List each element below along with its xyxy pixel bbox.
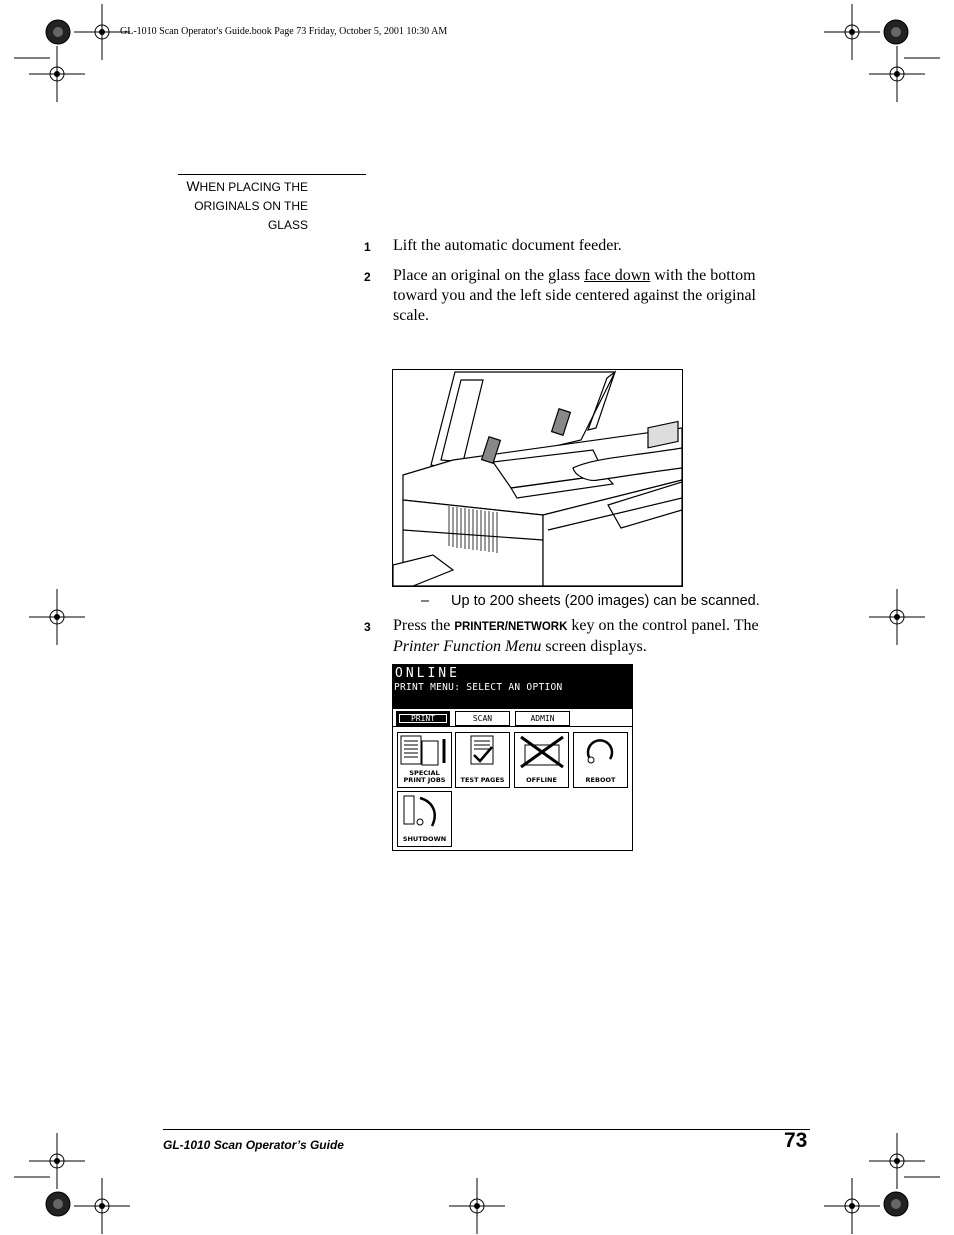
tab-admin[interactable]: ADMIN [515,711,570,726]
tab-scan[interactable]: SCAN [455,711,510,726]
side-heading-line3: GLASS [267,218,308,232]
reboot-icon [574,733,627,769]
documents-icon [398,733,451,769]
shutdown-icon [398,792,451,830]
footer-title: GL-1010 Scan Operator’s Guide [163,1138,344,1152]
menu-instruction: PRINT MENU: SELECT AN OPTION [394,682,563,693]
reboot-button[interactable]: REBOOT [573,732,628,788]
panel-tabs [393,709,632,727]
shutdown-button[interactable]: SHUTDOWN [397,791,452,847]
footer-rule [163,1129,810,1130]
note-text: Up to 200 sheets (200 images) can be scanned. [451,593,760,609]
note-dash: – [421,593,430,609]
offline-button[interactable]: OFFLINE [514,732,569,788]
book-header-line: GL-1010 Scan Operator's Guide.book Page 73 Friday, October 5, 2001 10:30 AM [120,26,448,37]
page-number: 73 [784,1129,808,1152]
status-online: ONLINE [395,666,460,681]
checklist-icon [456,733,509,769]
step-1-text: Lift the automatic document feeder. [393,237,622,254]
face-down-emphasis: face down [584,267,651,284]
step-1-number: 1 [364,240,371,254]
step-3-number: 3 [364,620,371,634]
side-heading-line2: ORIGINALS ON THE [194,199,308,213]
scanner-illustration [392,369,683,587]
scanner-drawing [393,370,682,586]
step-3-text: Press the PRINTER/NETWORK key on the control panel. The Printer Function Menu screen displays. [393,617,759,655]
test-pages-button[interactable]: TEST PAGES [455,732,510,788]
side-heading-line1: WHEN PLACING THE [186,178,308,194]
printer-network-key: PRINTER/NETWORK [454,621,568,633]
step-2-number: 2 [364,270,371,284]
step-2-text: Place an original on the glass face down with the bottom toward you and the left side centered against the original scale. [393,267,756,324]
side-heading [178,174,366,232]
tab-print[interactable]: PRINT [396,711,450,726]
special-print-jobs-button[interactable]: SPECIAL PRINT JOBS [397,732,452,788]
panel-header [393,665,632,709]
printer-function-menu-screen [392,664,633,851]
offline-icon [515,733,568,769]
